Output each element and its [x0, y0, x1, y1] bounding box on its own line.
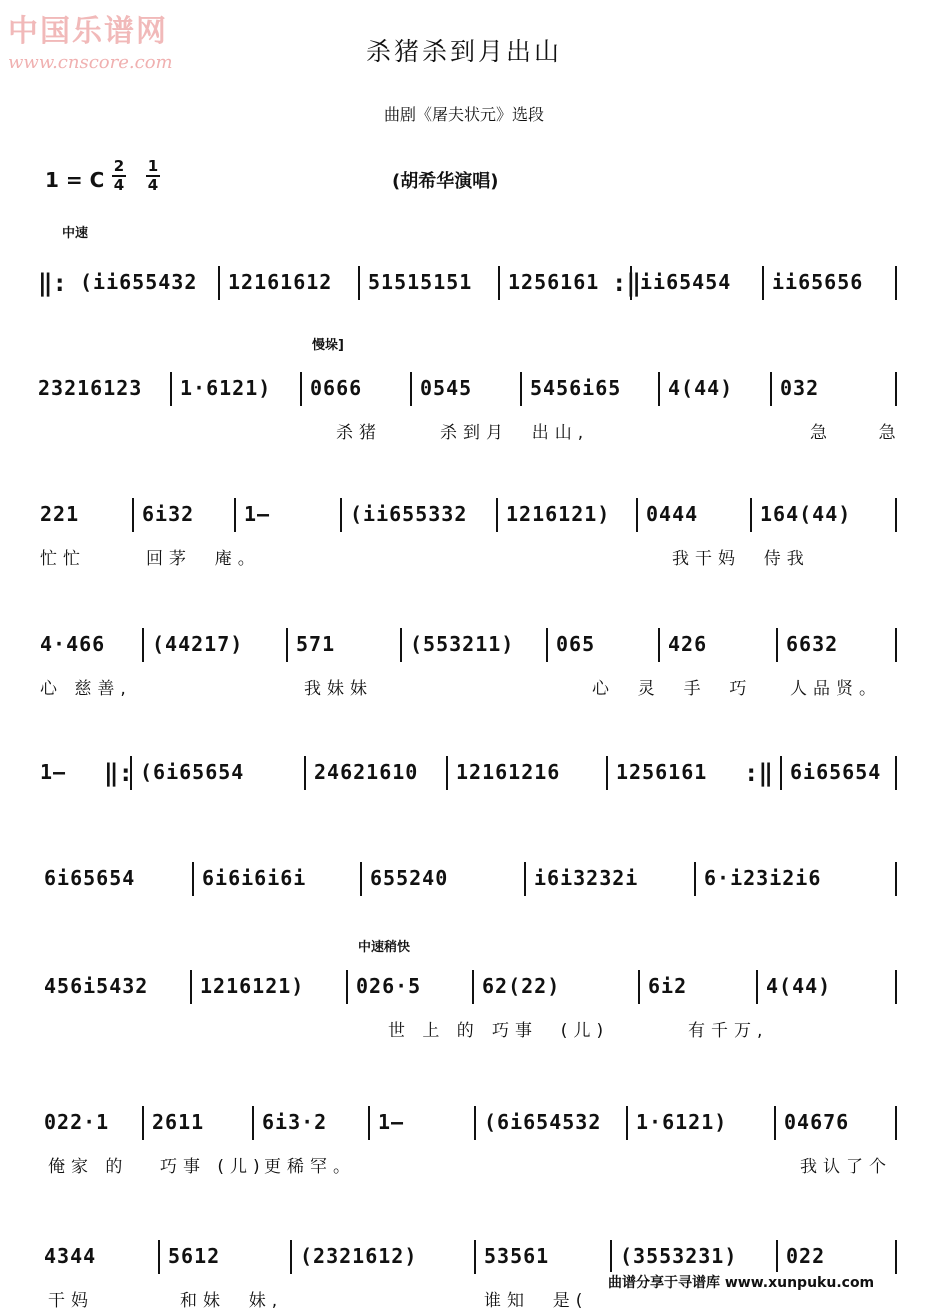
measure-notes: 4·466 — [40, 632, 106, 656]
score-system — [0, 752, 928, 832]
measure-notes: 571 — [296, 632, 336, 656]
lyric-line: 杀到月 出山, — [440, 423, 590, 443]
bar-line — [780, 756, 782, 790]
measure-notes: 1256161 — [508, 270, 600, 294]
measure-notes: 12161612 — [228, 270, 333, 294]
bar-line — [474, 1240, 476, 1274]
measure-notes: 12161216 — [456, 760, 561, 784]
lyric-line: 巧事 (儿) — [492, 1021, 610, 1041]
measure-notes: 6i65654 — [790, 760, 882, 784]
footer-credit: 曲谱分享于寻谱库 www.xunpuku.com — [604, 1272, 878, 1292]
performer-credit: (胡希华演唱) — [392, 171, 499, 192]
measure-notes: (ii655332 — [350, 502, 468, 526]
measure-notes: (553211) — [410, 632, 515, 656]
measure-notes: (6i65654 — [140, 760, 245, 784]
bar-line — [400, 628, 402, 662]
bar-line — [360, 862, 362, 896]
bar-line — [192, 862, 194, 896]
key-signature: 1 = C — [45, 168, 105, 192]
lyric-line: 心 灵 手 巧 — [592, 679, 753, 699]
measure-notes: 4(44) — [766, 974, 832, 998]
measure-notes: 655240 — [370, 866, 449, 890]
bar-line — [142, 628, 144, 662]
bar-line — [895, 1106, 897, 1140]
bar-line — [776, 1240, 778, 1274]
bar-line — [636, 498, 638, 532]
meter-1-4 — [146, 158, 160, 194]
measure-notes: 032 — [780, 376, 820, 400]
measure-notes: 0444 — [646, 502, 699, 526]
measure-notes: 1·6121) — [180, 376, 272, 400]
tempo-mark: 中速 — [62, 226, 89, 241]
measure-notes: 4344 — [44, 1244, 97, 1268]
bar-line — [756, 970, 758, 1004]
score-title: 杀猪杀到月出山 — [365, 37, 562, 66]
bar-line — [142, 1106, 144, 1140]
bar-line — [895, 372, 897, 406]
repeat-start-sign: ‖: — [38, 269, 67, 297]
bar-line — [520, 372, 522, 406]
lyric-line: 俺家 的 — [48, 1157, 129, 1177]
measure-notes: 1·6121) — [636, 1110, 728, 1134]
lyric-line: 我认了个 — [800, 1157, 892, 1177]
score-system — [0, 368, 928, 448]
measure-notes: 1– — [378, 1110, 405, 1134]
score-system — [0, 262, 928, 342]
measure-notes: (44217) — [152, 632, 244, 656]
bar-line — [895, 970, 897, 1004]
lyric-line: 更稀罕。 — [264, 1157, 356, 1177]
measure-notes: 53561 — [484, 1244, 550, 1268]
measure-notes: 04676 — [784, 1110, 850, 1134]
repeat-start-sign: ‖: — [104, 759, 133, 787]
tempo-mark: 慢垛] — [312, 338, 344, 353]
measure-notes: 1216121) — [506, 502, 611, 526]
bar-line — [496, 498, 498, 532]
measure-notes: 456i5432 — [44, 974, 149, 998]
lyric-line: 干妈 — [48, 1291, 94, 1311]
measure-notes: 5612 — [168, 1244, 221, 1268]
measure-notes: 221 — [40, 502, 80, 526]
bar-line — [610, 1240, 612, 1274]
meter-denominator: 4 — [113, 176, 125, 194]
bar-line — [158, 1240, 160, 1274]
lyric-line: 有千万, — [688, 1021, 769, 1041]
bar-line — [304, 756, 306, 790]
score-system — [0, 624, 928, 704]
bar-line — [368, 1106, 370, 1140]
score-system — [0, 494, 928, 574]
measure-notes: 164(44) — [760, 502, 852, 526]
lyric-line: 我妹妹 — [304, 679, 373, 699]
measure-notes: 6i2 — [648, 974, 688, 998]
score-system — [0, 858, 928, 938]
measure-notes: 022·1 — [44, 1110, 110, 1134]
measure-notes: 51515151 — [368, 270, 473, 294]
bar-line — [750, 498, 752, 532]
score-system — [0, 1102, 928, 1182]
meter-denominator: 4 — [147, 176, 159, 194]
lyric-line: 世 上 的 — [388, 1021, 480, 1041]
bar-line — [498, 266, 500, 300]
measure-notes: 6·i23i2i6 — [704, 866, 822, 890]
measure-notes: (6i654532 — [484, 1110, 602, 1134]
repeat-end-sign: :‖ — [744, 759, 773, 787]
measure-notes: 62(22) — [482, 974, 561, 998]
meter-2-4 — [112, 158, 126, 194]
measure-notes: 6i65654 — [44, 866, 136, 890]
lyric-line: 谁知 是( — [484, 1291, 589, 1311]
bar-line — [474, 1106, 476, 1140]
measure-notes: (2321612) — [300, 1244, 418, 1268]
bar-line — [895, 266, 897, 300]
measure-notes: 0545 — [420, 376, 473, 400]
lyric-line: 巧事 (儿) — [160, 1157, 266, 1177]
measure-notes: 1– — [40, 760, 67, 784]
bar-line — [524, 862, 526, 896]
tempo-mark: 中速稍快 — [358, 940, 411, 955]
measure-notes: 24621610 — [314, 760, 419, 784]
bar-line — [895, 1240, 897, 1274]
bar-line — [546, 628, 548, 662]
score-system — [0, 966, 928, 1046]
bar-line — [410, 372, 412, 406]
bar-line — [340, 498, 342, 532]
repeat-end-sign: :‖ — [612, 269, 641, 297]
bar-line — [658, 372, 660, 406]
meter-numerator: 1 — [147, 157, 159, 175]
measure-notes: 6i32 — [142, 502, 195, 526]
bar-line — [290, 1240, 292, 1274]
bar-line — [626, 1106, 628, 1140]
bar-line — [658, 628, 660, 662]
bar-line — [190, 970, 192, 1004]
watermark-url: www.cnscore.com — [8, 52, 173, 73]
bar-line — [694, 862, 696, 896]
bar-line — [346, 970, 348, 1004]
measure-notes: 6i3·2 — [262, 1110, 328, 1134]
bar-line — [252, 1106, 254, 1140]
measure-notes: 026·5 — [356, 974, 422, 998]
bar-line — [638, 970, 640, 1004]
bar-line — [774, 1106, 776, 1140]
measure-notes: 1216121) — [200, 974, 305, 998]
lyric-line: 忙忙 — [40, 549, 86, 569]
bar-line — [895, 756, 897, 790]
watermark-site-name: 中国乐谱网 — [8, 14, 168, 49]
bar-line — [472, 970, 474, 1004]
measure-notes: 426 — [668, 632, 708, 656]
lyric-line: 心 慈善, — [40, 679, 132, 699]
measure-notes: i6i3232i — [534, 866, 639, 890]
measure-notes: (3553231) — [620, 1244, 738, 1268]
measure-notes: 6632 — [786, 632, 839, 656]
lyric-line: 和妹 妹, — [180, 1291, 284, 1311]
measure-notes: 2611 — [152, 1110, 205, 1134]
bar-line — [895, 498, 897, 532]
bar-line — [770, 372, 772, 406]
bar-line — [234, 498, 236, 532]
bar-line — [132, 498, 134, 532]
measure-notes: 022 — [786, 1244, 826, 1268]
bar-line — [606, 756, 608, 790]
bar-line — [776, 628, 778, 662]
lyric-line: 回茅 庵。 — [146, 549, 261, 569]
score-subtitle: 曲剧《屠夫状元》选段 — [383, 105, 544, 124]
measure-notes: 6i6i6i6i — [202, 866, 307, 890]
measure-notes: ii65454 — [640, 270, 732, 294]
bar-line — [446, 756, 448, 790]
measure-notes: ii65656 — [772, 270, 864, 294]
lyric-line: 人品贤。 — [790, 679, 882, 699]
measure-notes: 065 — [556, 632, 596, 656]
measure-notes: (ii655432 — [80, 270, 198, 294]
bar-line — [218, 266, 220, 300]
bar-line — [895, 628, 897, 662]
bar-line — [286, 628, 288, 662]
meter-numerator: 2 — [113, 157, 125, 175]
lyric-line: 急 急 — [810, 423, 902, 443]
lyric-line: 我干妈 侍我 — [672, 549, 810, 569]
bar-line — [170, 372, 172, 406]
measure-notes: 0666 — [310, 376, 363, 400]
measure-notes: 23216123 — [38, 376, 143, 400]
bar-line — [895, 862, 897, 896]
bar-line — [358, 266, 360, 300]
lyric-line: 杀猪 — [336, 423, 382, 443]
measure-notes: 4(44) — [668, 376, 734, 400]
measure-notes: 5456i65 — [530, 376, 622, 400]
bar-line — [300, 372, 302, 406]
measure-notes: 1256161 — [616, 760, 708, 784]
bar-line — [762, 266, 764, 300]
measure-notes: 1– — [244, 502, 271, 526]
